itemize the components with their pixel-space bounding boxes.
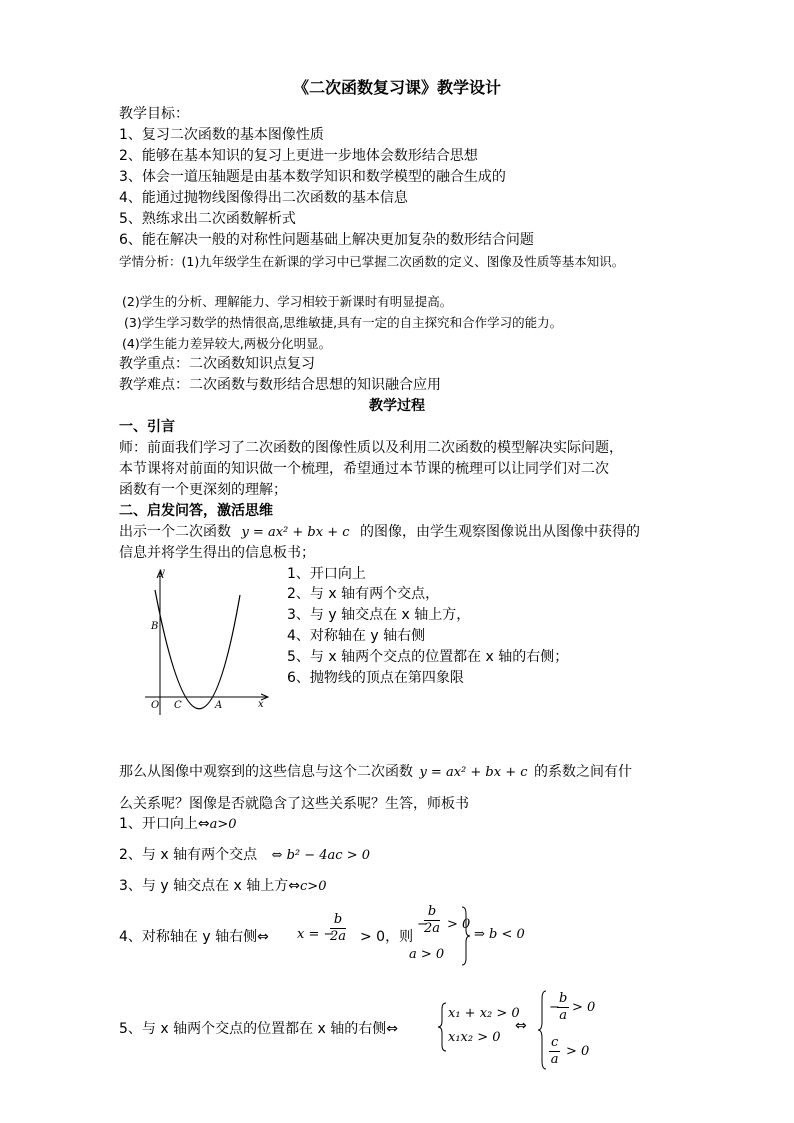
analysis-line-4: (4)学生能力差异较大,两极分化明显。 [122, 336, 332, 351]
answer-2-math: ⇔ b² − 4ac > 0 [271, 848, 370, 863]
difficult-point: 教学难点：二次函数与数形结合思想的知识融合应用 [119, 377, 441, 393]
answer-4-gt: > 0，则 [360, 929, 414, 945]
info-item-6: 6、抛物线的顶点在第四象限 [287, 670, 464, 686]
intro-formula: y = ax² + bx + c [241, 525, 350, 540]
analysis-line-3: (3)学生学习数学的热情很高,思维敏捷,具有一定的自主探究和合作学习的能力。 [124, 315, 563, 330]
answer-4-frac [330, 912, 346, 945]
parabola-curve [155, 590, 240, 709]
info-item-5: 5、与 x 轴两个交点的位置都在 x 轴的右侧； [287, 649, 569, 665]
graph-label-x: x [258, 699, 264, 710]
section1-heading: 一、引言 [119, 419, 175, 435]
answer-4-text: 4、对称轴在 y 轴右侧⇔ [119, 929, 269, 945]
objective-item-2: 2、能够在基本知识的复习上更进一步地体会数形结合思想 [119, 148, 478, 164]
answer-4-sys1-den: 2a [424, 921, 441, 936]
section2-heading: 二、启发问答，激活思维 [119, 503, 273, 519]
question-formula: y = ax² + bx + c [419, 765, 528, 780]
answer-2-text: 2、与 x 轴有两个交点 [119, 847, 258, 863]
objectives-heading: 教学目标： [119, 106, 189, 122]
answer-5-res1-num: b [559, 991, 568, 1006]
parabola-graph [140, 565, 280, 725]
answer-4-frac-num: b [330, 912, 346, 929]
answer-4-sys1-pre: − [417, 917, 428, 932]
question-line-1 [119, 763, 632, 782]
analysis-line-2: (2)学生的分析、理解能力、学习相较于新课时有明显提高。 [122, 294, 453, 309]
answer-5-res2-den: a [550, 1052, 559, 1067]
graph-label-c: C [174, 700, 182, 711]
answer-3 [119, 877, 326, 896]
answer-4-sys1-num: b [424, 904, 440, 921]
process-heading: 教学过程 [369, 398, 425, 414]
info-item-3: 3、与 y 轴交点在 x 轴上方， [287, 607, 471, 623]
answer-5-res1-den: a [559, 1008, 568, 1023]
answer-1 [119, 815, 237, 834]
answer-1-text: 1、开口向上⇔ [119, 816, 210, 832]
answer-2 [119, 846, 370, 865]
section2-intro-line-2: 信息并将学生得出的信息板书； [119, 545, 315, 561]
objective-item-5: 5、熟练求出二次函数解析式 [119, 211, 296, 227]
key-point: 教学重点：二次函数知识点复习 [119, 356, 315, 372]
document-title: 《二次函数复习课》教学设计 [292, 78, 501, 97]
answer-5-res2-frac [549, 1035, 560, 1068]
section2-intro [119, 523, 640, 542]
info-item-1: 1、开口向上 [287, 566, 366, 582]
objective-item-4: 4、能通过抛物线图像得出二次函数的基本信息 [119, 190, 408, 206]
answer-5-text: 5、与 x 轴两个交点的位置都在 x 轴的右侧⇔ [119, 1021, 399, 1037]
answer-4-sys1-frac [424, 904, 440, 937]
answer-5-res2-num: c [551, 1035, 559, 1050]
objective-item-1: 1、复习二次函数的基本图像性质 [119, 127, 324, 143]
info-item-2: 2、与 x 轴有两个交点， [287, 586, 440, 602]
answer-5-arrow: ⇔ [515, 1018, 527, 1034]
answer-4-frac-den: 2a [330, 929, 347, 944]
answer-5-left-brace-2 [537, 990, 547, 1070]
answer-5-res1-post: > 0 [572, 1000, 596, 1015]
answer-4-sys1-post: > 0 [447, 917, 471, 932]
answer-5-res2-post: > 0 [566, 1044, 590, 1059]
objective-item-3: 3、体会一道压轴题是由基本数学知识和数学模型的融合生成的 [119, 169, 506, 185]
graph-label-y: y [159, 567, 165, 578]
answer-5-sys1: x₁ + x₂ > 0 [448, 1006, 520, 1021]
intro-suffix: 的图像，由学生观察图像说出从图像中获得的 [359, 524, 640, 540]
answer-4-x: x = − [297, 927, 335, 942]
graph-label-a: A [215, 700, 223, 711]
answer-5-res1-pre: − [549, 1000, 560, 1015]
question-line-2: 么关系呢？图像是否就隐含了这些关系呢？生答，师板书 [119, 796, 469, 812]
info-item-4: 4、对称轴在 y 轴右侧 [287, 628, 426, 644]
analysis-line-1: 学情分析：(1)九年级学生在新课的学习中已掌握二次函数的定义、图像及性质等基本知识。 [119, 254, 625, 269]
answer-4-right-brace [461, 906, 471, 966]
answer-4-sys2: a > 0 [409, 947, 445, 962]
answer-5-sys2: x₁x₂ > 0 [448, 1030, 501, 1045]
answer-5-res1-frac [557, 991, 569, 1024]
graph-label-b: B [151, 621, 159, 632]
answer-5-left-brace-1 [437, 1002, 447, 1052]
graph-label-o: O [151, 700, 160, 711]
intro-prefix: 出示一个二次函数 [119, 524, 231, 540]
answer-3-math: c>0 [300, 879, 327, 894]
answer-4-result: ⇒ b < 0 [474, 927, 525, 942]
answer-3-text: 3、与 y 轴交点在 x 轴上方⇔ [119, 878, 301, 894]
section1-line-3: 函数有一个更深刻的理解； [119, 482, 287, 498]
section1-line-2: 本节课将对前面的知识做一个梳理，希望通过本节课的梳理可以让同学们对二次 [119, 461, 609, 477]
section1-line-1: 师：前面我们学习了二次函数的图像性质以及利用二次函数的模型解决实际问题， [119, 440, 623, 456]
question-suffix: 的系数之间有什 [533, 764, 632, 780]
answer-1-math: a>0 [209, 817, 237, 832]
question-prefix: 那么从图像中观察到的这些信息与这个二次函数 [119, 764, 413, 780]
objective-item-6: 6、能在解决一般的对称性问题基础上解决更加复杂的数形结合问题 [119, 232, 534, 248]
